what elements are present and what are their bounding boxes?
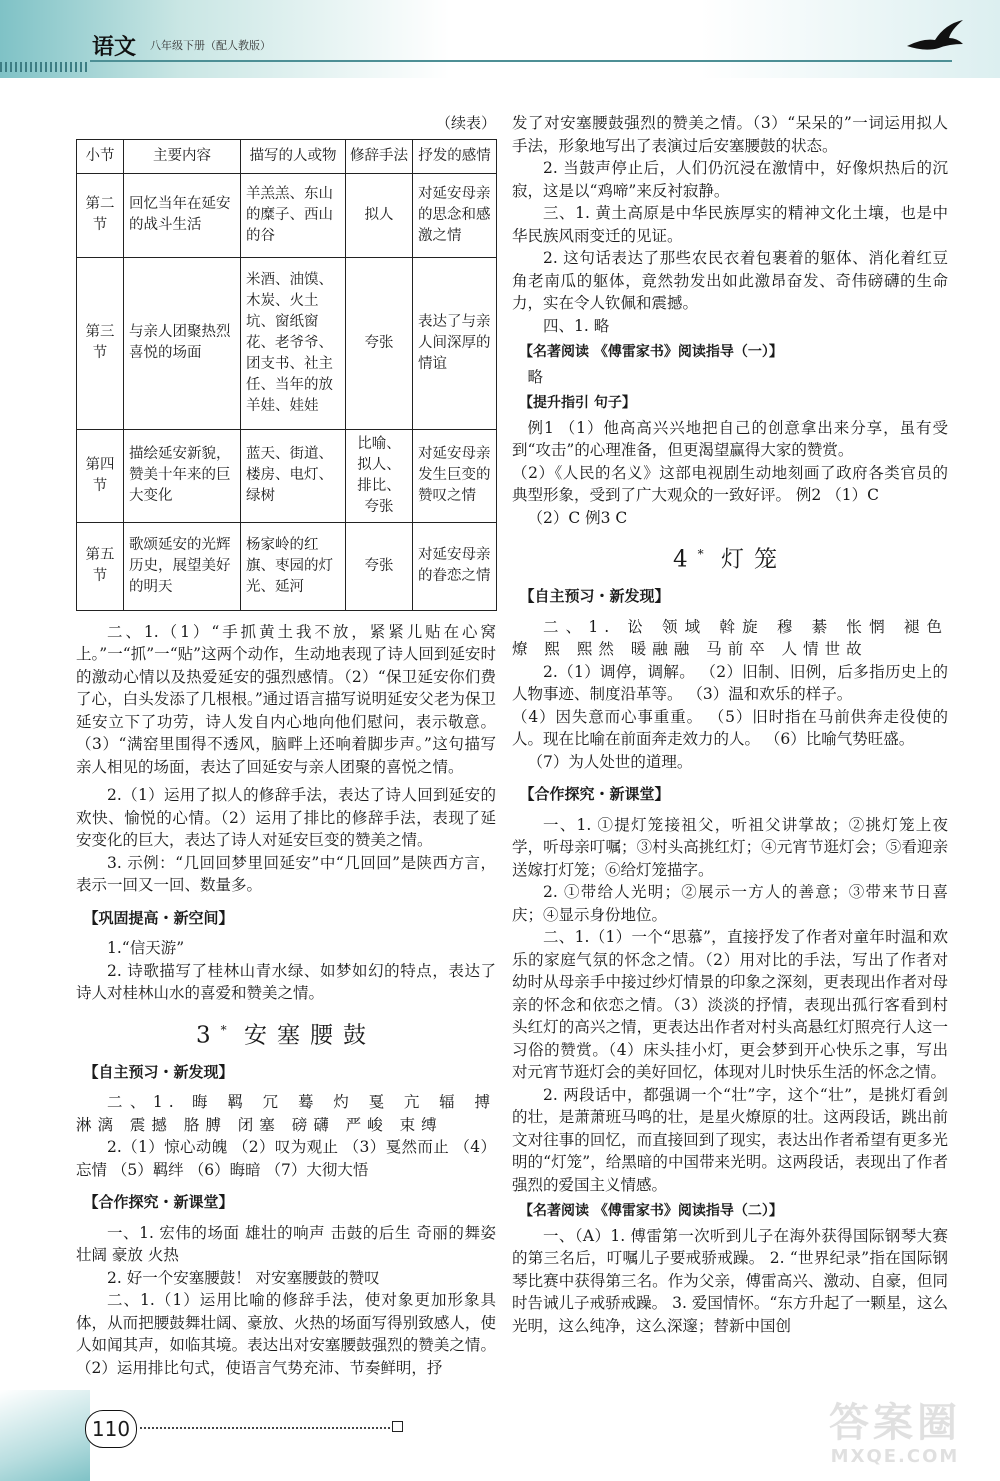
table-row [77,429,497,522]
table-cell: 回忆当年在延安的战斗生活 [124,173,241,257]
table-header-cell: 抒发的感情 [413,139,497,173]
answer-paragraph: （2）C 例3 C [527,508,628,527]
table-header-row [77,139,497,173]
section-heading: 【合作探究・新课堂】 [83,1193,234,1212]
section-heading: 【巩固提高・新空间】 [83,908,234,927]
answer-paragraph: 三、1. 黄土高原是中华民族厚实的精神文化土壤，也是中华民族风雨变迁的见证。 [512,204,948,245]
header-rule [90,60,952,62]
answer-paragraph: 2.（1）调停，调解。 （2）旧制、旧例，后多指历史上的人物事迹、制度沿革等。 （3）温和欢乐的样子。 [512,662,948,704]
table-header-cell: 修辞手法 [346,139,413,173]
answer-paragraph: （2）《人民的名义》这部电视剧生动地刻画了政府各类官员的典型形象，受到了广大观众的一致好评。 例2 （1）C [512,463,948,504]
answer-paragraph: 2. 当鼓声停止后，人们仍沉浸在激情中，好像炽热后的沉寂，这是以“鸡啼”来反衬寂静。 [512,159,948,200]
left-column [76,112,496,1379]
section-heading: 【名著阅读 《傅雷家书》阅读指导（二）】 [519,1203,783,1220]
answer-paragraph: 四、1. 略 [543,316,610,335]
answer-paragraph: 例1 （1）他高高兴兴地把自己的创意拿出来分享，虽有受到“攻击”的心理准备，但更渴望赢得大家的赞赏。 [512,418,948,459]
watermark-url: MXQE.COM [830,1446,960,1467]
lesson-number: 4 [673,546,698,573]
answer-paragraph: 2.（1）运用了拟人的修辞手法，表达了诗人回到延安的欢快、愉悦的心情。（2）运用了排比的修辞手法，表现了延安变化的巨大，表达了诗人对延安巨变的赞美之情。 [76,786,496,849]
answer-paragraph: 二、1.（1）“手抓黄土我不放，紧紧儿贴在心窝上。”一“抓”一“贴”这两个动作，生动地表现了诗人回到延安时的激动心情以及热爱延安的强烈感情。（2）“保卫延安你们费了心，白头发添了几根根。”通过语言描写说明延安父老为保卫延安立下了功劳，诗人发自内心地向他们慰问，表示敬意。（3）“满窑里围得不透风，脑畔上还响着脚步声。”这句描写亲人相见的场面，表达了回延安与亲人团聚的喜悦之情。 [76,622,496,776]
answer-paragraph: （7）为人处世的道理。 [527,752,693,771]
table-cell: 夸张 [346,257,413,429]
answer-paragraph: （4）因失意而心事重重。 （5）旧时指在马前供奔走役使的人。现在比喻在前面奔走效力的人。 （6）比喻气势旺盛。 [512,707,948,749]
answer-paragraph: 2. 诗歌描写了桂林山青水绿、如梦如幻的特点，表达了诗人对桂林山水的喜爱和赞美之情。 [76,961,496,1002]
table-row [77,257,497,429]
section-heading: 【提升指引 句子】 [519,395,636,411]
table-row [77,173,497,257]
lesson-mark: * [697,547,704,561]
lesson-name: 灯笼 [720,546,787,573]
footer-square-icon [392,1421,403,1432]
answer-paragraph: 二、1.（1）运用比喻的修辞手法，使对象更加形象具体，从而把腰鼓舞壮阔、豪放、火热的场面写得别致感人，使人如闻其声，如临其境。表达出对安塞腰鼓强烈的赞美之情。（2）运用排比句式，使语言气势充沛、节奏鲜明，抒 [76,1291,496,1377]
table-cell: 拟人 [346,173,413,257]
table-cell: 羊羔羔、东山的糜子、西山的谷 [241,173,346,257]
table-cell: 描绘延安新貌，赞美十年来的巨大变化 [124,429,241,522]
answer-paragraph: 二、1. 晦 羁 冗 蓦 灼 戛 亢 辐 搏 淋漓 震撼 胳膊 闭塞 磅礴 严峻 束缚 [76,1093,496,1134]
answer-paragraph: 2. 这句话表达了那些农民衣着包裹着的躯体、消化着红豆角老南瓜的躯体，竟然勃发出如此激昂奋发、奇伟磅礴的生命力，实在令人钦佩和震撼。 [512,249,948,312]
poem-analysis-table [76,139,497,611]
answer-paragraph: 略 [527,367,544,386]
answer-paragraph: 2.（1）惊心动魄 （2）叹为观止 （3）戛然而止 （4）忘情 （5）羁绊 （6）晦暗 （7）大彻大悟 [76,1138,496,1179]
answer-paragraph: 发了对安塞腰鼓强烈的赞美之情。（3）“呆呆的”一词运用拟人手法，形象地写出了表演过后安塞腰鼓的状态。 [512,114,948,155]
page-header [0,0,1000,78]
footer-dotted-line [140,1427,390,1429]
grade-label: 八年级下册（配人教版） [150,39,271,52]
continued-label: （续表） [435,114,496,132]
answer-paragraph: 2. 好一个安塞腰鼓！ 对安塞腰鼓的赞叹 [107,1268,380,1287]
answer-paragraph: 一、1. 宏伟的场面 雄壮的响声 击鼓的后生 奇丽的舞姿 壮阔 豪放 火热 [76,1223,496,1265]
table-cell: 比喻、拟人、排比、夸张 [346,429,413,522]
answer-paragraph: 3. 示例：“几回回梦里回延安”中“几回回”是陕西方言，表示一回又一回、数量多。 [76,853,496,894]
section-heading: 【合作探究・新课堂】 [519,785,670,804]
subject-label: 语文 [92,35,137,60]
table-header-cell: 描写的人或物 [241,139,346,173]
lesson-name: 安塞腰鼓 [243,1022,376,1049]
watermark-logo: 答案圈 [829,1400,961,1446]
table-row [77,522,497,610]
table-cell: 杨家岭的红旗、枣园的灯光、延河 [241,522,346,610]
answer-paragraph: 2. ①带给人光明；②展示一方人的善意；③带来节日喜庆；④显示身份地位。 [512,883,948,924]
lesson-title [512,543,948,571]
table-cell: 对延安母亲发生巨变的赞叹之情 [413,429,497,522]
table-cell: 夸张 [346,522,413,610]
swallow-icon [905,16,965,56]
answer-paragraph: 一、1. ①提灯笼接祖父，听祖父讲掌故；②挑灯笼上夜学，听母亲叮嘱；③村头高挑红灯；④元宵节逛灯会；⑤看迎亲送嫁打灯笼；⑥给灯笼描字。 [512,815,948,879]
answer-paragraph: 一、（A）1. 傅雷第一次听到儿子在海外获得国际钢琴大赛的第三名后，叮嘱儿子要戒骄戒躁。 2. “世界纪录”指在国际钢琴比赛中获得第三名。作为父亲，傅雷高兴、激动、自豪，但同时告诫儿子戒骄戒躁。 3. 爱国情怀。“东方升起了一颗星，这么光明，这么纯净，这么深邃；替新中国创 [512,1226,948,1335]
section-heading: 【名著阅读 《傅雷家书》阅读指导（一）】 [519,344,783,360]
table-cell: 歌颂延安的光辉历史，展望美好的明天 [124,522,241,610]
answer-paragraph: 2. 两段话中，都强调一个“壮”字，这个“壮”，是挑灯看剑的壮，是萧萧班马鸣的壮，是星火燎原的壮。这两段话，跳出前文对往事的回忆，而直接回到了现实，表达出作者希望有更多光明的“灯笼”，给黑暗的中国带来光明。这两段话，表现出了作者强烈的爱国主义情感。 [512,1085,948,1194]
table-cell: 第三节 [77,257,124,429]
table-cell: 蓝天、街道、楼房、电灯、绿树 [241,429,346,522]
footer-decoration [0,1390,90,1481]
section-heading: 【自主预习・新发现】 [519,587,670,606]
lesson-mark: * [220,1022,227,1037]
table-cell: 第二节 [77,173,124,257]
table-header-cell: 主要内容 [124,139,241,173]
right-column [512,112,948,1337]
answer-paragraph: 二、1. 讼 领域 斡旋 穆 綦 怅惘 褪色 燎 熙 熙然 暖融融 马前卒 人情世故 [512,617,948,659]
table-cell: 表达了与亲人间深厚的情谊 [413,257,497,429]
answer-paragraph: 1.“信天游” [107,939,185,957]
lesson-number: 3 [196,1022,221,1049]
answer-paragraph: 二、1.（1）一个“思慕”，直接抒发了作者对童年时温和欢乐的家庭气氛的怀念之情。（2）用对比的手法，写出了作者对幼时从母亲手中接过纱灯情景的印象之深刻，更表现出作者对母亲的怀念和依恋之情。（3）淡淡的抒情，表现出孤行客看到村头红灯的高兴之情，更表达出作者对村头高悬红灯照亮行人这一习俗的赞赏。（4）床头挂小灯，更会梦到开心快乐之事，写出对元宵节逛灯会的美好回忆，体现对儿时快乐生活的怀念之情。 [512,928,948,1082]
page-number: 110 [85,1410,137,1448]
table-header-cell: 小节 [77,139,124,173]
table-cell: 对延安母亲的眷恋之情 [413,522,497,610]
lesson-title [76,1019,496,1047]
header-ticks [0,62,90,72]
table-cell: 第四节 [77,429,124,522]
watermark [800,1400,990,1478]
table-cell: 对延安母亲的思念和感激之情 [413,173,497,257]
table-cell: 与亲人团聚热烈喜悦的场面 [124,257,241,429]
table-cell: 第五节 [77,522,124,610]
table-cell: 米酒、油馍、木炭、火土坑、窗纸窗花、老爷爷、团支书、社主任、当年的放羊娃、娃娃 [241,257,346,429]
section-heading: 【自主预习・新发现】 [83,1062,234,1081]
